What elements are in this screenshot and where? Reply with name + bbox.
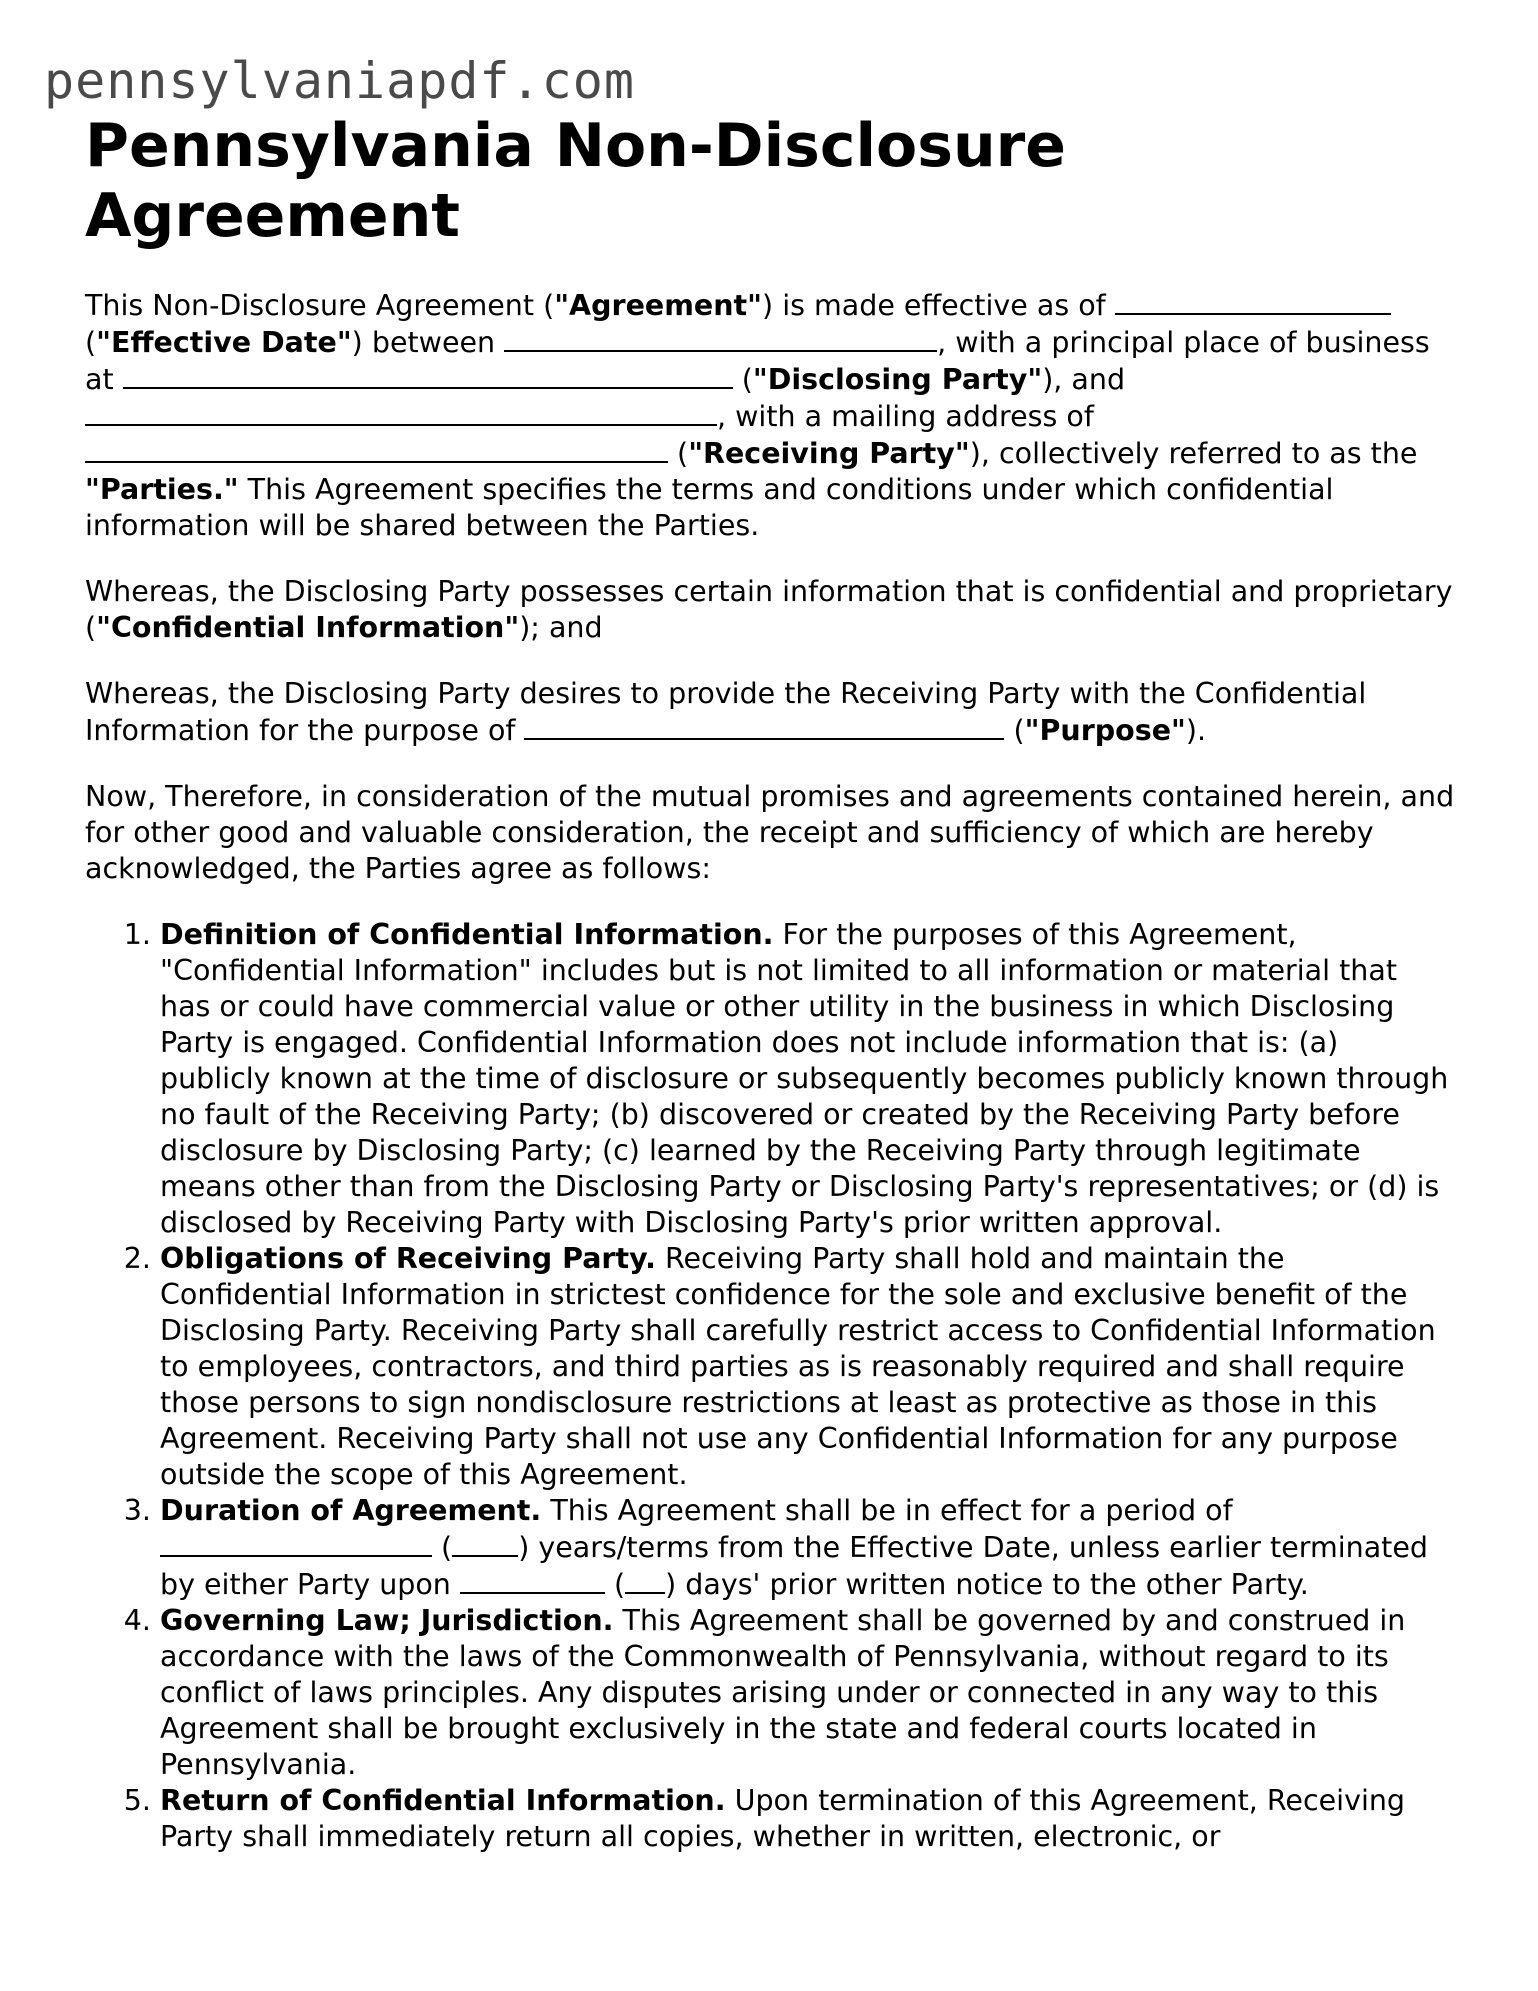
disclosing-party-address-blank[interactable] <box>123 361 733 389</box>
receiving-party-term: "Receiving Party" <box>688 437 970 470</box>
clause-item-duration: 3. Duration of Agreement. This Agreement shall be in effect for a period of ( ) years/terms from the Effective Date, unless earlier terminated by either Party upon ( ) days' prior written notice to the other Party. <box>160 1493 1455 1603</box>
disclosing-party-name-blank[interactable] <box>504 324 937 352</box>
receiving-party-address-blank[interactable] <box>85 435 668 463</box>
confidential-information-term: "Confidential Information" <box>96 611 520 644</box>
disclosing-party-term: "Disclosing Party" <box>752 363 1043 396</box>
now-therefore-paragraph: Now, Therefore, in consideration of the mutual promises and agreements contained herein, and for other good and valuable consideration, the receipt and sufficiency of which are hereby acknowledged, the Parties agree as follows: <box>85 780 1455 885</box>
page-title: Pennsylvania Non-Disclosure Agreement <box>85 111 1066 251</box>
clause-item-governing-law: 4. Governing Law; Jurisdiction. This Agreement shall be governed by and construed in accordance with the laws of the Commonwealth of Pennsylvania, without regard to its conflict of laws principles. Any disputes arising under or connected in any way to this Agreement shall be brought exclusively in the state and federal courts located in Pennsylvania. <box>160 1603 1455 1783</box>
whereas-paragraph-2: Whereas, the Disclosing Party desires to provide the Receiving Party with the Confidential Information for the purpose of ("Purpose"). <box>85 677 1367 747</box>
clause-item-obligations: 2. Obligations of Receiving Party. Receiving Party shall hold and maintain the Confidential Information in strictest confidence for the sole and exclusive benefit of the Disclosing Party. Receiving Party shall carefully restrict access to Confidential Information to employees, contractors, and third parties as is reasonably required and shall require those persons to sign nondisclosure restrictions at least as protective as those in this Agreement. Receiving Party shall not use any Confidential Information for any purpose outside the scope of this Agreement. <box>160 1241 1455 1493</box>
agreement-term: "Agreement" <box>554 289 763 322</box>
clause-list <box>85 917 1455 1855</box>
effective-date-blank[interactable] <box>1115 287 1391 315</box>
document-body <box>85 287 1455 1855</box>
duration-words-blank[interactable] <box>160 1529 432 1557</box>
whereas-paragraph-1: Whereas, the Disclosing Party possesses certain information that is confidential and proprietary ("Confidential Information"); and <box>85 575 1453 644</box>
clause-item-definition: 1. Definition of Confidential Information. For the purposes of this Agreement, "Confidential Information" includes but is not limited to all information or material that has or could have commercial value or other utility in the business in which Disclosing Party is engaged. Confidential Information does not include information that is: (a) publicly known at the time of disclosure or subsequently becomes publicly known through no fault of the Receiving Party; (b) discovered or created by the Receiving Party before disclosure by Disclosing Party; (c) learned by the Receiving Party through legitimate means other than from the Disclosing Party or Disclosing Party's representatives; or (d) is disclosed by Receiving Party with Disclosing Party's prior written approval. <box>160 917 1455 1241</box>
duration-number-blank[interactable] <box>452 1529 518 1557</box>
effective-date-term: "Effective Date" <box>96 326 352 359</box>
purpose-blank[interactable] <box>524 712 1004 740</box>
clause-item-return: 5. Return of Confidential Information. Upon termination of this Agreement, Receiving Party shall immediately return all copies, whether in written, electronic, or <box>160 1783 1455 1855</box>
receiving-party-name-blank[interactable] <box>85 398 717 426</box>
watermark: pennsylvaniapdf.com <box>44 52 635 110</box>
notice-days-words-blank[interactable] <box>460 1566 605 1594</box>
notice-days-number-blank[interactable] <box>625 1566 665 1594</box>
parties-term: "Parties." <box>85 473 239 506</box>
purpose-term: "Purpose" <box>1024 714 1186 747</box>
document <box>85 111 1455 1855</box>
intro-paragraph: This Non-Disclosure Agreement ("Agreement") is made effective as of ("Effective Date") between , with a principal place of business at ("Disclosing Party"), and , with a mailing address of ("Receiving Party"), collectively referred to as the "Parties." This Agreement specifies the terms and conditions under which confidential information will be shared between the Parties. <box>85 289 1430 542</box>
